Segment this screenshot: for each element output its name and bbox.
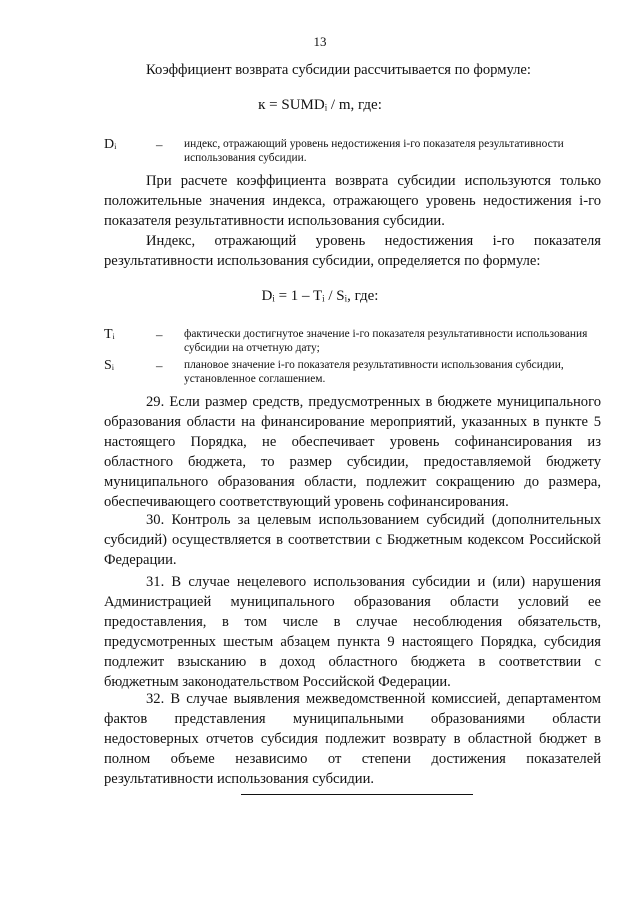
definition-s — [104, 358, 604, 388]
paragraph-index-formula: Индекс, отражающий уровень недостижения i-го показателя результативности использования субсидии, определяется по формуле: — [104, 233, 601, 269]
formula-return-coefficient: к = SUMDᵢ / m, где: — [258, 97, 382, 113]
definition-symbol: Sᵢ — [104, 358, 115, 373]
page-number: 13 — [313, 34, 327, 49]
definition-d — [104, 137, 604, 167]
definition-dash: – — [156, 358, 163, 373]
formula-index: Dᵢ = 1 – Tᵢ / Sᵢ, где: — [261, 288, 379, 304]
definition-text: индекс, отражающий уровень недостижения i-го показателя результативности использования субсидии. — [184, 138, 564, 164]
definition-t — [104, 327, 604, 357]
definition-symbol: Tᵢ — [104, 327, 115, 342]
definition-text: плановое значение i-го показателя результативности использования субсидии, установленное соглашением. — [184, 359, 564, 385]
definition-symbol: Dᵢ — [104, 137, 117, 152]
end-divider-line — [241, 794, 473, 795]
definition-dash: – — [156, 327, 163, 342]
definition-text: фактически достигнутое значение i-го показателя результативности использования субсидии на отчетную дату; — [184, 328, 588, 354]
paragraph-32: 32. В случае выявления межведомственной комиссией, департаментом фактов представления муниципальными образованиями области недостоверных отчетов субсидия подлежит возврату в областной бюджет в полном объеме независимо от степени достижения показателей результативности использования субсидии. — [104, 691, 601, 787]
formula-intro: Коэффициент возврата субсидии рассчитывается по формуле: — [146, 62, 531, 78]
definition-dash: – — [156, 137, 163, 152]
paragraph-positive-values: При расчете коэффициента возврата субсидии используются только положительные значения индекса, отражающего уровень недостижения i-го показателя результативности использования субсидии. — [104, 173, 601, 229]
paragraph-29: 29. Если размер средств, предусмотренных в бюджете муниципального образования области на финансирование мероприятий, указанных в пункте 5 настоящего Порядка, не обеспечивает уровень софинансирования из областного бюджета, то размер субсидии, предоставляемой бюджету муниципального образования области, подлежит сокращению до размера, обеспечивающего соответствующий уровень софинансирования. — [104, 394, 601, 510]
paragraph-30: 30. Контроль за целевым использованием субсидий (дополнительных субсидий) осуществляется в соответствии с Бюджетным кодексом Российской Федерации. — [104, 512, 601, 568]
paragraph-31: 31. В случае нецелевого использования субсидии и (или) нарушения Администрацией муниципального образования области условий ее предоставления, в том числе в случае несоблюдения обязательств, предусмотренных шестым абзацем пункта 9 настоящего Порядка, субсидия подлежит взысканию в доход областного бюджета в соответствии с бюджетным законодательством Российской Федерации. — [104, 574, 601, 690]
